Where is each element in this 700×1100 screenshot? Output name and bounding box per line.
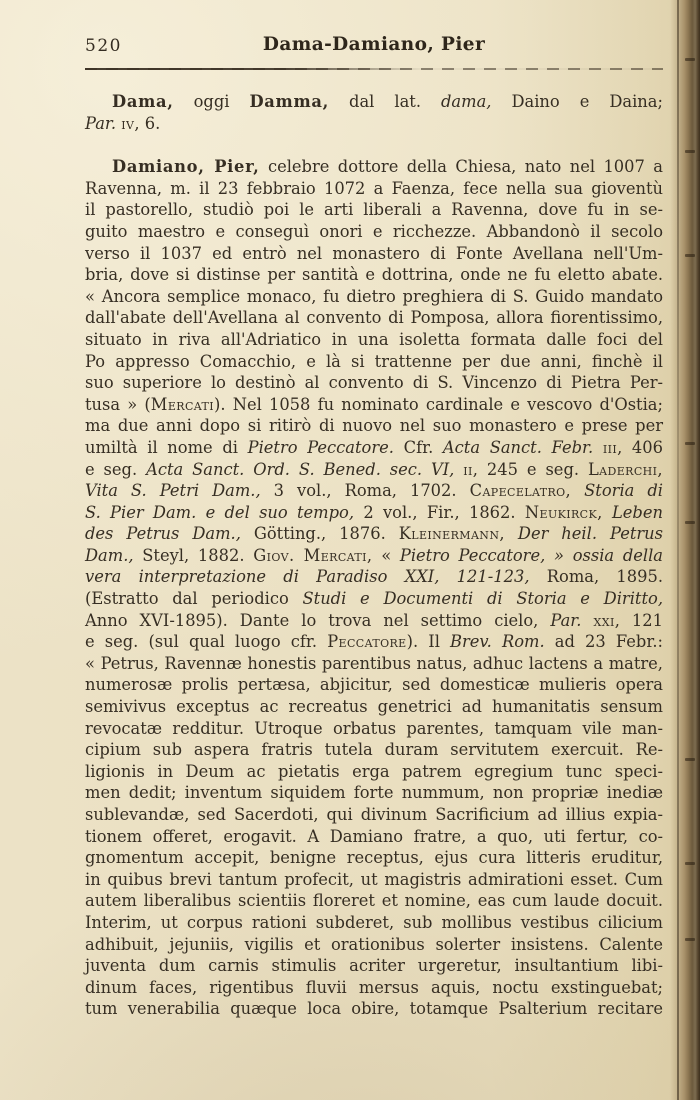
text-line — [85, 826, 663, 848]
text-segment: in quibus brevi tantum profecit, ut magistris admirationi esset. Cum — [85, 869, 663, 889]
text-segment: Peccatore — [327, 632, 407, 652]
page-number: 520 — [85, 36, 122, 56]
text-segment: sublevandæ, sed Sacerdoti, qui divinum Sacrificium ad illius expia- — [85, 805, 663, 824]
text-segment: dal lat. — [329, 92, 441, 111]
text-line — [85, 955, 663, 977]
text-line — [85, 718, 663, 740]
text-segment: ligionis in Deum ac pietatis erga patrem egregium tunc speci- — [85, 761, 663, 781]
text-line — [85, 890, 663, 912]
text-segment: Der heil. Petrus — [517, 524, 663, 544]
text-line — [85, 307, 663, 329]
text-segment: cipium sub aspera fratris tutela duram servitutem exercuit. Re- — [85, 740, 663, 760]
text-segment: umiltà il nome di — [85, 437, 248, 457]
text-segment: ). Il — [406, 632, 451, 652]
text-segment: dall'abate dell'Avellana al convento di Pomposa, allora fiorentissimo, — [85, 308, 663, 328]
text-segment: Par. — [550, 610, 582, 630]
page-edge — [670, 0, 700, 1100]
text-segment: Dam., — [85, 545, 134, 565]
edge-mark — [685, 938, 695, 941]
text-segment: Par. — [85, 113, 117, 133]
text-line — [85, 91, 663, 113]
text-segment: Storia di — [584, 481, 663, 501]
text-line — [85, 674, 663, 696]
text-line — [85, 782, 663, 804]
text-segment: ad 23 Febr.: — [544, 632, 663, 652]
text-segment: Pietro Peccatore, » — [399, 545, 564, 565]
text-segment: suo superiore lo destinò al convento di S. Vincenzo di Pietra Per- — [85, 373, 663, 393]
text-segment: Götting., 1876. — [240, 524, 399, 544]
edge-mark — [685, 150, 695, 153]
text-segment: ossia della — [572, 545, 664, 565]
text-segment: Dama, — [112, 92, 174, 111]
text-segment: ). Nel 1058 fu nominato cardinale e vescovo d'Ostia; — [214, 394, 663, 414]
header-rule — [85, 68, 663, 71]
text-segment — [593, 438, 603, 457]
edge-mark — [685, 758, 695, 761]
text-segment: il pastorello, studiò poi le arti liberali a Ravenna, dove fu in se- — [85, 200, 663, 220]
text-segment: Cfr. — [393, 437, 443, 457]
text-segment: Leben — [611, 502, 663, 522]
text-line — [85, 199, 663, 221]
text-segment: Acta Sanct. Febr. — [442, 437, 594, 457]
text-line — [85, 804, 663, 826]
text-line — [85, 653, 663, 675]
text-line — [85, 631, 663, 653]
text-line — [85, 156, 663, 178]
text-line — [85, 415, 663, 437]
text-segment: Pietro Peccatore. — [247, 437, 394, 457]
text-segment: Damiano, Pier, — [112, 157, 260, 177]
text-segment: guito maestro e conseguì onori e ricchezze. Abbandonò il secolo — [85, 221, 663, 241]
text-line — [85, 437, 663, 459]
edge-mark — [685, 521, 695, 524]
text-segment: situato in riva all'Adriatico in una isoletta formata dalle foci del — [85, 329, 663, 349]
text-line — [85, 610, 663, 632]
text-line — [85, 264, 663, 286]
text-segment: oggi — [173, 92, 250, 111]
text-segment: « — [372, 545, 400, 565]
text-segment: xxi — [593, 610, 615, 630]
edge-mark — [685, 254, 695, 257]
text-line — [85, 977, 663, 999]
text-line — [85, 243, 663, 265]
text-segment: Roma, 1895. — [529, 567, 663, 587]
text-segment: Kleinermann, — [398, 524, 505, 544]
text-segment: « Petrus, Ravennæ honestis parentibus natus, adhuc lactens a matre, — [85, 653, 663, 673]
text-segment: des Petrus Dam., — [85, 524, 241, 544]
text-segment: Vita S. Petri Dam., — [85, 481, 261, 501]
text-segment: 3 vol., Roma, 1702. — [260, 481, 470, 501]
text-line — [85, 459, 663, 481]
text-line — [85, 502, 663, 524]
text-segment: Ravenna, m. il 23 febbraio 1072 a Faenza, fece nella sua gioventù — [85, 178, 663, 198]
text-segment: Capecelatro, — [469, 481, 572, 501]
text-line — [85, 588, 663, 610]
text-line — [85, 566, 663, 588]
text-segment: verso il 1037 ed entrò nel monastero di Fonte Avellana nell'Um- — [85, 243, 663, 263]
running-title: Dama-Damiano, Pier — [262, 34, 486, 55]
text-segment: dinum faces, rigentibus fluvii mersus aquis, noctu exstinguebat; — [85, 977, 663, 997]
text-segment: bria, dove si distinse per santità e dottrina, onde ne fu eletto abate. — [85, 265, 663, 285]
edge-mark — [685, 862, 695, 865]
text-segment: gnomentum accepit, benigne receptus, ejus cura litteris eruditur, — [85, 848, 663, 868]
text-line — [85, 329, 663, 351]
text-segment: Laderchi, — [587, 459, 663, 479]
text-segment: vera interpretazione di Paradiso XXI, 121-123, — [85, 567, 530, 587]
text-segment: Studi e Documenti di Storia e Diritto, — [302, 589, 663, 609]
text-segment: iv — [121, 113, 135, 133]
text-segment: ii — [463, 459, 473, 479]
text-segment: Steyl, 1882. — [133, 545, 254, 565]
text-line — [85, 696, 663, 718]
text-line — [85, 739, 663, 761]
text-line — [85, 113, 663, 135]
text-segment: numerosæ prolis pertæsa, abjicitur, sed domesticæ mulieris opera — [85, 675, 663, 695]
text-segment: juventa dum carnis stimulis acriter urgeretur, insultantium libi- — [85, 956, 663, 976]
text-segment: Acta Sanct. Ord. S. Bened. sec. VI, — [146, 459, 455, 479]
text-segment: Anno XVI-1895). Dante lo trova nel settimo cielo, — [85, 610, 551, 630]
text-line — [85, 178, 663, 200]
text-segment: Brev. Rom. — [450, 632, 545, 652]
text-segment: Daino e Daina; — [491, 92, 663, 111]
text-line — [85, 934, 663, 956]
text-line — [85, 221, 663, 243]
text-segment: Neukirck, — [524, 502, 603, 522]
text-segment: semivivus exceptus ac recreatus genetrici ad humanitatis sensum — [85, 697, 663, 717]
text-segment: revocatæ redditur. Utroque orbatus parentes, tamquam vile man- — [85, 718, 663, 738]
text-segment: men dedit; inventum siquidem forte nummum, non propriæ inediæ — [85, 783, 663, 803]
text-segment: tionem offeret, erogavit. A Damiano fratre, a quo, uti fertur, co- — [85, 826, 663, 846]
edge-mark — [685, 58, 695, 61]
page-header — [85, 34, 663, 60]
text-segment: (Estratto dal periodico — [85, 589, 303, 609]
text-segment: celebre dottore della Chiesa, nato nel 1007 a — [259, 157, 663, 177]
text-segment: ma due anni dopo si ritirò di nuovo nel suo monastero e prese per — [85, 416, 663, 436]
text-line — [85, 480, 663, 502]
text-line — [85, 394, 663, 416]
text-line — [85, 847, 663, 869]
text-line — [85, 286, 663, 308]
text-segment — [571, 481, 584, 500]
text-segment: e seg. (sul qual luogo cfr. — [85, 632, 328, 652]
text-segment: 2 vol., Fir., 1862. — [354, 502, 525, 522]
text-segment: adhibuit, jejuniis, vigilis et orationibus solerter insistens. Calente — [85, 934, 663, 954]
text-segment: e seg. — [85, 459, 147, 479]
text-line — [85, 351, 663, 373]
text-line — [85, 761, 663, 783]
text-segment: , 245 e seg. — [472, 459, 588, 479]
text-segment: , 121 — [614, 610, 664, 630]
text-line — [85, 869, 663, 891]
edge-mark — [685, 442, 695, 445]
text-line — [85, 912, 663, 934]
text-segment: Interim, ut corpus rationi subderet, sub mollibus vestibus cilicium — [85, 912, 663, 932]
text-segment: « Ancora semplice monaco, fu dietro preghiera di S. Guido mandato — [85, 286, 663, 306]
text-segment: Damma, — [249, 92, 330, 111]
text-segment: Po appresso Comacchio, e là si trattenne per due anni, finchè il — [85, 351, 663, 371]
text-segment: autem liberalibus scientiis floreret et nomine, eas cum laude docuit. — [85, 891, 663, 911]
text-segment: tum venerabilia quæque loca obire, totamque Psalterium recitare — [85, 999, 663, 1019]
text-segment: tusa » ( — [85, 394, 151, 414]
text-segment — [603, 503, 612, 522]
text-segment — [581, 611, 593, 630]
text-line — [85, 998, 663, 1020]
text-segment: dama, — [441, 92, 492, 111]
text-line — [85, 372, 663, 394]
text-segment: S. Pier Dam. e del suo tempo, — [85, 502, 355, 522]
entry-damiano-pier — [85, 156, 663, 1020]
text-segment — [454, 460, 463, 479]
text-line — [85, 545, 663, 567]
text-segment: , 406 — [617, 437, 663, 457]
text-column — [85, 34, 663, 1020]
text-line — [85, 523, 663, 545]
text-segment: , 6. — [134, 113, 161, 133]
entry-dama — [85, 91, 663, 134]
text-segment — [564, 546, 573, 565]
text-segment: iii — [602, 437, 618, 457]
text-segment: Giov. Mercati, — [253, 545, 373, 565]
text-segment — [505, 524, 518, 543]
text-segment: Mercati — [150, 394, 214, 414]
